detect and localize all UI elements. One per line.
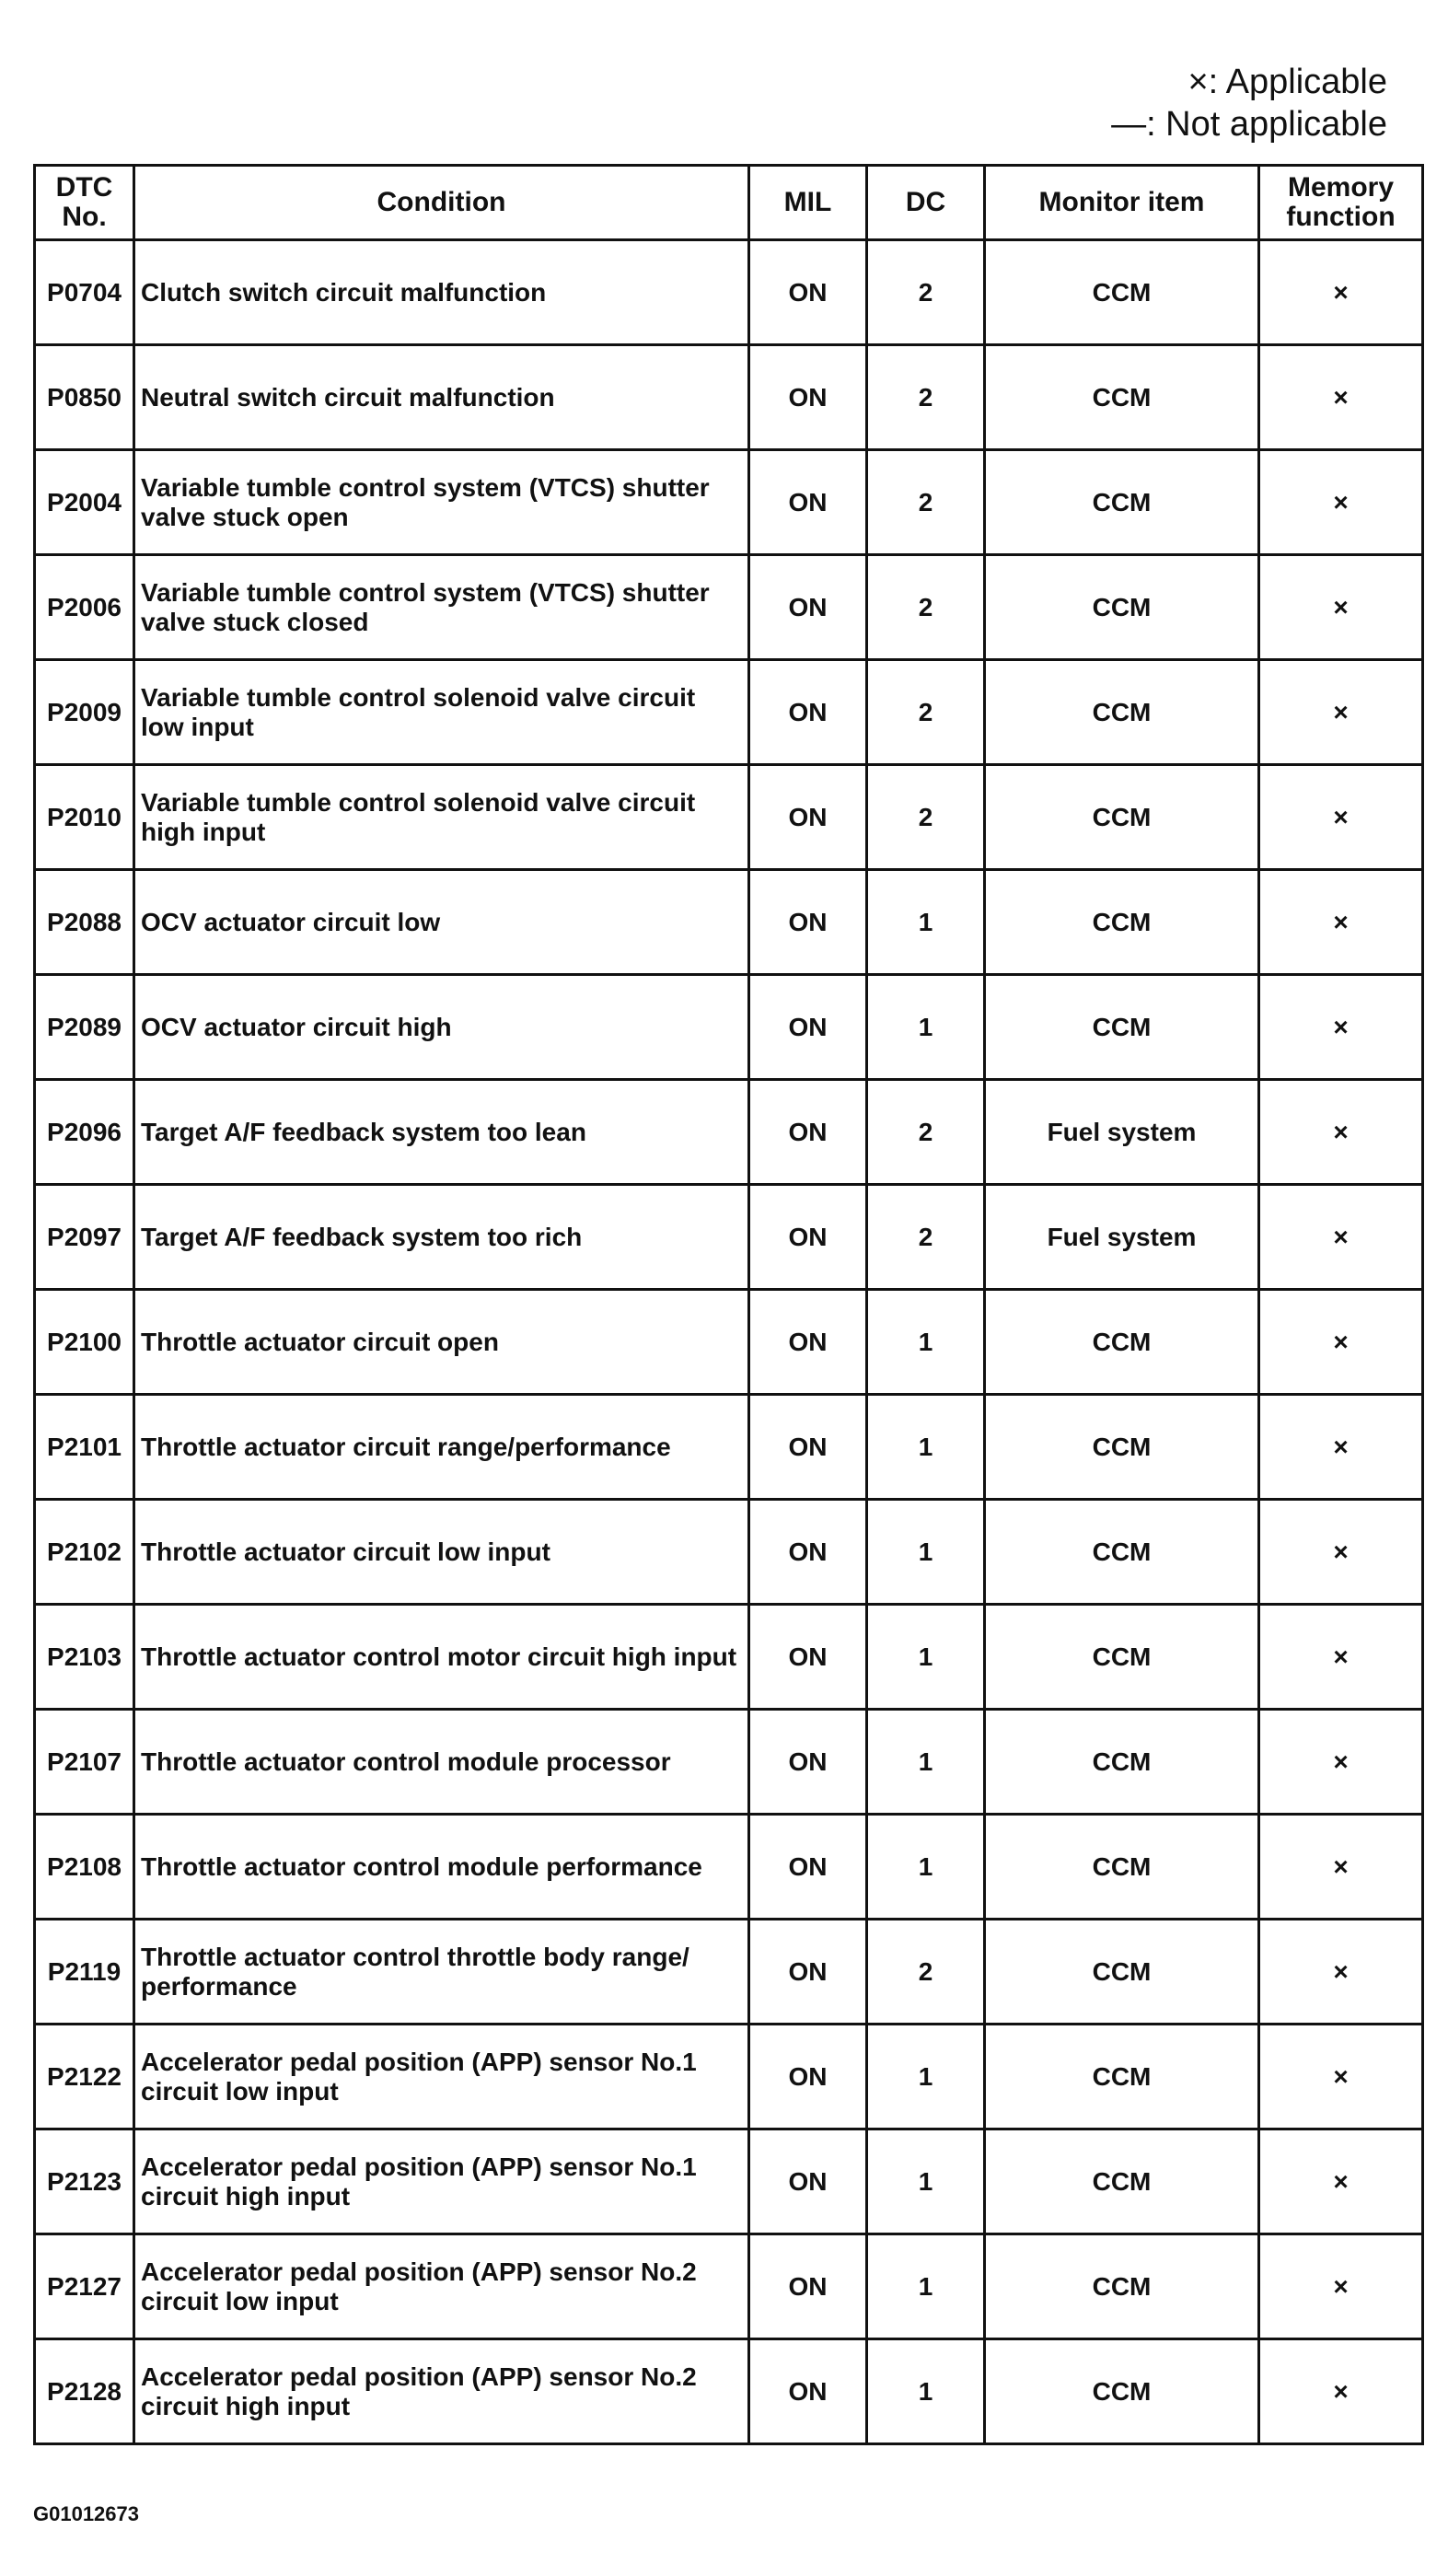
condition-cell: Throttle actuator control module processor	[134, 1710, 749, 1815]
header-dtc-no: DTC No.	[35, 166, 134, 240]
dtc-code-cell: P0704	[35, 240, 134, 345]
memory-function-cell: ×	[1259, 1815, 1423, 1920]
table-row	[35, 1395, 1423, 1500]
dtc-code-cell: P2123	[35, 2129, 134, 2234]
monitor-item-cell: Fuel system	[985, 1080, 1259, 1185]
monitor-item-cell: CCM	[985, 765, 1259, 870]
dc-cell: 1	[867, 1710, 985, 1815]
dtc-code-cell: P2127	[35, 2234, 134, 2339]
condition-cell: Neutral switch circuit malfunction	[134, 345, 749, 450]
mil-cell: ON	[749, 555, 867, 660]
mil-cell: ON	[749, 1920, 867, 2025]
mil-cell: ON	[749, 2339, 867, 2444]
condition-cell: Variable tumble control solenoid valve circuit low input	[134, 660, 749, 765]
condition-cell: OCV actuator circuit low	[134, 870, 749, 975]
dtc-code-cell: P2096	[35, 1080, 134, 1185]
mil-cell: ON	[749, 1605, 867, 1710]
header-dc: DC	[867, 166, 985, 240]
table-row	[35, 345, 1423, 450]
mil-cell: ON	[749, 1395, 867, 1500]
memory-function-cell: ×	[1259, 1920, 1423, 2025]
condition-cell: OCV actuator circuit high	[134, 975, 749, 1080]
header-condition: Condition	[134, 166, 749, 240]
table-row	[35, 2129, 1423, 2234]
condition-cell: Variable tumble control solenoid valve circuit high input	[134, 765, 749, 870]
dtc-code-cell: P2100	[35, 1290, 134, 1395]
dc-cell: 1	[867, 2339, 985, 2444]
condition-cell: Accelerator pedal position (APP) sensor No.2 circuit high input	[134, 2339, 749, 2444]
dtc-code-cell: P2108	[35, 1815, 134, 1920]
condition-cell: Throttle actuator circuit open	[134, 1290, 749, 1395]
mil-cell: ON	[749, 1080, 867, 1185]
memory-function-cell: ×	[1259, 2339, 1423, 2444]
memory-function-cell: ×	[1259, 1395, 1423, 1500]
header-memory-function: Memory function	[1259, 166, 1423, 240]
table-row	[35, 765, 1423, 870]
dtc-code-cell: P2097	[35, 1185, 134, 1290]
memory-function-cell: ×	[1259, 1185, 1423, 1290]
condition-cell: Throttle actuator control module performance	[134, 1815, 749, 1920]
monitor-item-cell: CCM	[985, 1815, 1259, 1920]
header-monitor-item: Monitor item	[985, 166, 1259, 240]
dc-cell: 2	[867, 660, 985, 765]
monitor-item-cell: CCM	[985, 555, 1259, 660]
memory-function-cell: ×	[1259, 555, 1423, 660]
dc-cell: 2	[867, 1185, 985, 1290]
dc-cell: 2	[867, 1920, 985, 2025]
dc-cell: 1	[867, 1395, 985, 1500]
monitor-item-cell: CCM	[985, 870, 1259, 975]
dtc-code-cell: P2010	[35, 765, 134, 870]
condition-cell: Throttle actuator control throttle body range/ performance	[134, 1920, 749, 2025]
dtc-code-cell: P2088	[35, 870, 134, 975]
memory-function-cell: ×	[1259, 450, 1423, 555]
mil-cell: ON	[749, 1710, 867, 1815]
condition-cell: Target A/F feedback system too lean	[134, 1080, 749, 1185]
mil-cell: ON	[749, 240, 867, 345]
memory-function-cell: ×	[1259, 2025, 1423, 2129]
dtc-code-cell: P2006	[35, 555, 134, 660]
dc-cell: 1	[867, 1815, 985, 1920]
monitor-item-cell: CCM	[985, 1395, 1259, 1500]
mil-cell: ON	[749, 345, 867, 450]
dtc-code-cell: P2122	[35, 2025, 134, 2129]
mil-cell: ON	[749, 870, 867, 975]
condition-cell: Throttle actuator circuit range/performance	[134, 1395, 749, 1500]
dtc-code-cell: P2004	[35, 450, 134, 555]
mil-cell: ON	[749, 1500, 867, 1605]
memory-function-cell: ×	[1259, 1605, 1423, 1710]
memory-function-cell: ×	[1259, 345, 1423, 450]
mil-cell: ON	[749, 1815, 867, 1920]
dc-cell: 1	[867, 1605, 985, 1710]
dc-cell: 2	[867, 240, 985, 345]
monitor-item-cell: CCM	[985, 660, 1259, 765]
dc-cell: 1	[867, 1500, 985, 1605]
monitor-item-cell: CCM	[985, 240, 1259, 345]
legend-applicable: ×: Applicable	[1187, 63, 1387, 101]
dc-cell: 1	[867, 2129, 985, 2234]
dc-cell: 1	[867, 2025, 985, 2129]
condition-cell: Accelerator pedal position (APP) sensor No.1 circuit low input	[134, 2025, 749, 2129]
table-row	[35, 555, 1423, 660]
dc-cell: 2	[867, 1080, 985, 1185]
dtc-code-cell: P2089	[35, 975, 134, 1080]
mil-cell: ON	[749, 2234, 867, 2339]
table-row	[35, 1710, 1423, 1815]
mil-cell: ON	[749, 765, 867, 870]
legend-not-applicable: —: Not applicable	[1111, 105, 1387, 144]
dtc-table	[33, 164, 1424, 2445]
dtc-code-cell: P0850	[35, 345, 134, 450]
mil-cell: ON	[749, 1290, 867, 1395]
table-row	[35, 2339, 1423, 2444]
header-mil: MIL	[749, 166, 867, 240]
condition-cell: Target A/F feedback system too rich	[134, 1185, 749, 1290]
table-row	[35, 1080, 1423, 1185]
mil-cell: ON	[749, 660, 867, 765]
condition-cell: Variable tumble control system (VTCS) shutter valve stuck open	[134, 450, 749, 555]
dc-cell: 2	[867, 450, 985, 555]
memory-function-cell: ×	[1259, 1080, 1423, 1185]
table-row	[35, 1290, 1423, 1395]
table-row	[35, 1500, 1423, 1605]
memory-function-cell: ×	[1259, 765, 1423, 870]
dc-cell: 2	[867, 765, 985, 870]
monitor-item-cell: CCM	[985, 975, 1259, 1080]
monitor-item-cell: CCM	[985, 1290, 1259, 1395]
table-row	[35, 1185, 1423, 1290]
table-row	[35, 2234, 1423, 2339]
dtc-code-cell: P2102	[35, 1500, 134, 1605]
memory-function-cell: ×	[1259, 870, 1423, 975]
mil-cell: ON	[749, 975, 867, 1080]
monitor-item-cell: CCM	[985, 2129, 1259, 2234]
memory-function-cell: ×	[1259, 660, 1423, 765]
monitor-item-cell: CCM	[985, 1710, 1259, 1815]
mil-cell: ON	[749, 2129, 867, 2234]
dc-cell: 2	[867, 555, 985, 660]
dc-cell: 1	[867, 870, 985, 975]
monitor-item-cell: CCM	[985, 450, 1259, 555]
table-header-row	[35, 166, 1423, 240]
table-row	[35, 1605, 1423, 1710]
table-row	[35, 660, 1423, 765]
condition-cell: Accelerator pedal position (APP) sensor No.1 circuit high input	[134, 2129, 749, 2234]
memory-function-cell: ×	[1259, 240, 1423, 345]
legend	[1111, 61, 1387, 145]
dc-cell: 1	[867, 2234, 985, 2339]
monitor-item-cell: Fuel system	[985, 1185, 1259, 1290]
table-row	[35, 870, 1423, 975]
dtc-code-cell: P2107	[35, 1710, 134, 1815]
table-row	[35, 1815, 1423, 1920]
dtc-code-cell: P2101	[35, 1395, 134, 1500]
condition-cell: Throttle actuator circuit low input	[134, 1500, 749, 1605]
memory-function-cell: ×	[1259, 2234, 1423, 2339]
monitor-item-cell: CCM	[985, 1605, 1259, 1710]
condition-cell: Accelerator pedal position (APP) sensor No.2 circuit low input	[134, 2234, 749, 2339]
monitor-item-cell: CCM	[985, 345, 1259, 450]
dc-cell: 2	[867, 345, 985, 450]
dtc-code-cell: P2128	[35, 2339, 134, 2444]
monitor-item-cell: CCM	[985, 1500, 1259, 1605]
table-row	[35, 240, 1423, 345]
condition-cell: Variable tumble control system (VTCS) shutter valve stuck closed	[134, 555, 749, 660]
memory-function-cell: ×	[1259, 1710, 1423, 1815]
monitor-item-cell: CCM	[985, 2234, 1259, 2339]
mil-cell: ON	[749, 2025, 867, 2129]
table-row	[35, 975, 1423, 1080]
mil-cell: ON	[749, 1185, 867, 1290]
mil-cell: ON	[749, 450, 867, 555]
figure-id: G01012673	[33, 2502, 139, 2525]
memory-function-cell: ×	[1259, 2129, 1423, 2234]
memory-function-cell: ×	[1259, 1290, 1423, 1395]
monitor-item-cell: CCM	[985, 1920, 1259, 2025]
dtc-code-cell: P2103	[35, 1605, 134, 1710]
monitor-item-cell: CCM	[985, 2025, 1259, 2129]
dtc-code-cell: P2009	[35, 660, 134, 765]
dc-cell: 1	[867, 1290, 985, 1395]
table-row	[35, 450, 1423, 555]
monitor-item-cell: CCM	[985, 2339, 1259, 2444]
dc-cell: 1	[867, 975, 985, 1080]
dtc-code-cell: P2119	[35, 1920, 134, 2025]
memory-function-cell: ×	[1259, 975, 1423, 1080]
table-row	[35, 2025, 1423, 2129]
condition-cell: Throttle actuator control motor circuit high input	[134, 1605, 749, 1710]
table-row	[35, 1920, 1423, 2025]
condition-cell: Clutch switch circuit malfunction	[134, 240, 749, 345]
memory-function-cell: ×	[1259, 1500, 1423, 1605]
